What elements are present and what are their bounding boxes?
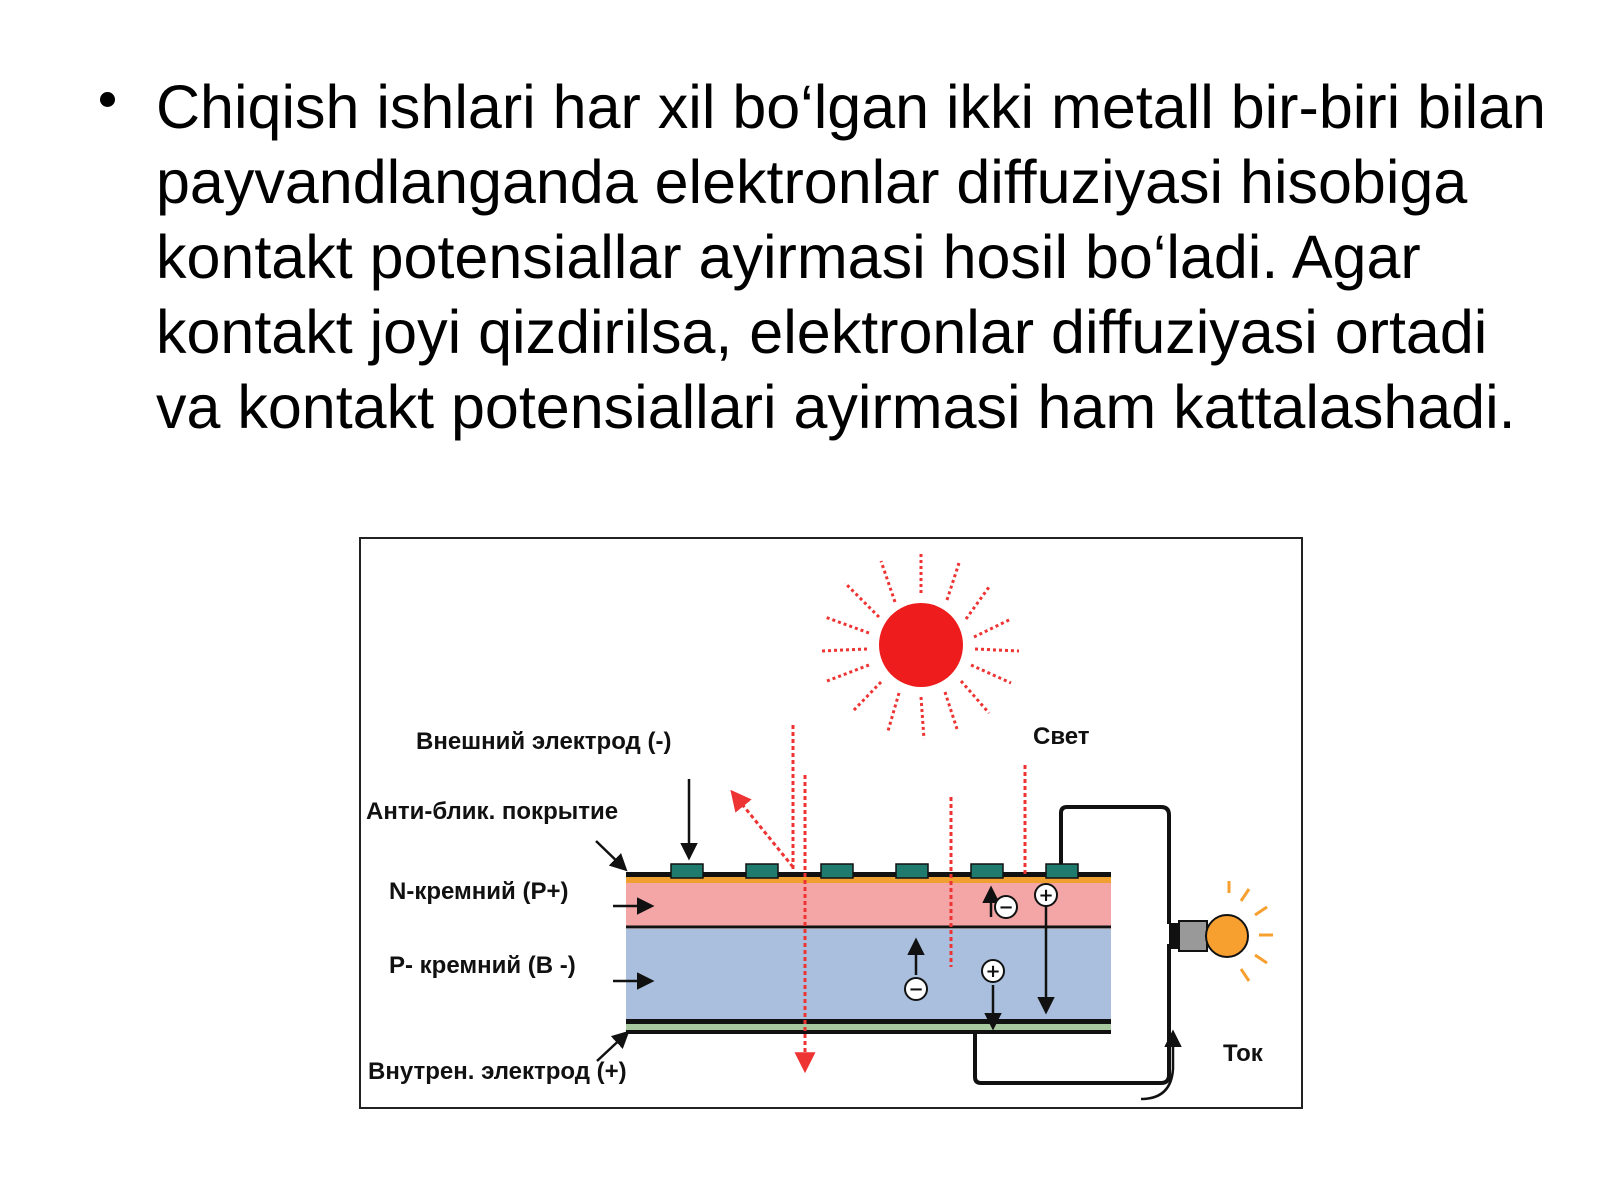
- reflected-ray: [733, 793, 793, 867]
- anti-reflect-label: Анти-блик. покрытие: [366, 798, 619, 825]
- inner-electrode-pointer: [597, 1033, 627, 1061]
- hole-sign: +: [1038, 885, 1054, 906]
- sun-disc: [879, 603, 963, 687]
- p-silicon-layer: [626, 929, 1111, 1019]
- electrode-pad: [896, 864, 928, 878]
- anti-reflect-pointer: [596, 841, 625, 869]
- light-label: Свет: [1033, 723, 1090, 750]
- outer-electrode-label: Внешний электрод (-): [416, 728, 672, 755]
- electrode-pad: [746, 864, 778, 878]
- current-label: Ток: [1223, 1040, 1263, 1067]
- bullet-text: Chiqish ishlari har xil bo‘lgan ikki metall bir-biri bilan payvandlanganda elektronlar diffuziyasi hisobiga kontakt potensiallar ayirmasi hosil bo‘ladi. Agar kontakt joyi qizdirilsa, elektronlar diffuziyasi ortadi va kontakt potensiallari ayirmasi ham kattalashadi.: [156, 73, 1546, 441]
- electrode-pad: [671, 864, 703, 878]
- electron-sign: −: [908, 979, 924, 1000]
- sun-icon: [821, 551, 1019, 739]
- electrode-pad: [971, 864, 1003, 878]
- bullet-dot-icon: [100, 92, 115, 107]
- bullet-item: [90, 70, 1550, 445]
- hole-sign: +: [985, 961, 1001, 982]
- light-bulb-icon: [1169, 881, 1273, 981]
- electron-sign: −: [998, 897, 1014, 918]
- solar-cell-diagram: [359, 537, 1303, 1109]
- electrode-pad: [821, 864, 853, 878]
- n-silicon-label: N-кремний (P+): [389, 878, 569, 905]
- inner-electrode-layer: [626, 1024, 1111, 1030]
- p-silicon-label: P- кремний (B -): [389, 952, 576, 979]
- inner-electrode-label: Внутрен. электрод (+): [368, 1058, 627, 1085]
- electrode-pad: [1046, 864, 1078, 878]
